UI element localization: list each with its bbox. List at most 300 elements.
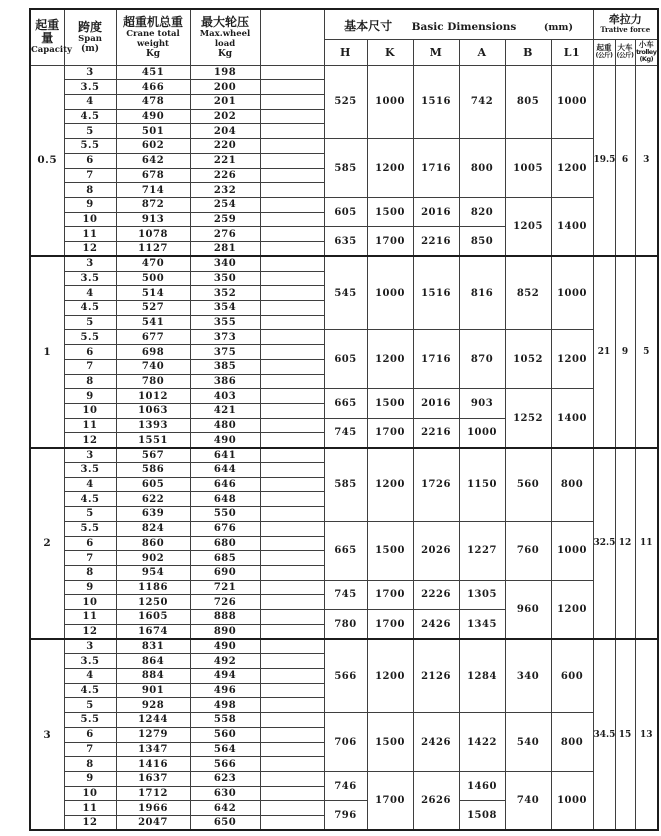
span-cell: 6	[64, 153, 116, 168]
max-wheel-load-cell: 566	[190, 757, 260, 772]
dim-cell-m: 2016	[413, 389, 459, 418]
trative-hoist-cell: 21	[593, 256, 615, 447]
crane-weight-cell: 451	[116, 65, 190, 80]
crane-weight-cell: 1416	[116, 757, 190, 772]
span-cell: 7	[64, 168, 116, 183]
crane-weight-cell: 1347	[116, 742, 190, 757]
blank-cell	[260, 389, 324, 404]
trative-bridge-zh: 大车	[617, 43, 633, 53]
crane-weight-cell: 901	[116, 683, 190, 698]
blank-cell	[260, 772, 324, 787]
dim-cell-h: 665	[324, 521, 367, 580]
crane-weight-cell: 1078	[116, 227, 190, 242]
blank-cell	[260, 816, 324, 831]
dim-cell-h: 585	[324, 139, 367, 198]
blank-cell	[260, 109, 324, 124]
span-cell: 8	[64, 757, 116, 772]
max-wheel-load-cell: 550	[190, 507, 260, 522]
span-cell: 4.5	[64, 492, 116, 507]
dim-cell-l1: 1400	[551, 389, 593, 448]
dim-cell-a: 816	[459, 256, 505, 330]
span-cell: 7	[64, 742, 116, 757]
span-cell: 5.5	[64, 713, 116, 728]
blank-cell	[260, 242, 324, 257]
span-cell: 6	[64, 536, 116, 551]
dim-cell-h: 745	[324, 418, 367, 447]
crane-weight-cell: 677	[116, 330, 190, 345]
dim-cell-a: 1000	[459, 418, 505, 447]
crane-weight-cell: 1012	[116, 389, 190, 404]
max-wheel-load-cell: 490	[190, 433, 260, 448]
max-wheel-load-cell: 386	[190, 374, 260, 389]
span-cell: 9	[64, 197, 116, 212]
span-cell: 12	[64, 433, 116, 448]
crane-weight-cell: 698	[116, 345, 190, 360]
dim-cell-a: 1460	[459, 772, 505, 801]
trative-bridge-cell: 12	[615, 448, 635, 639]
span-cell: 9	[64, 580, 116, 595]
max-wheel-load-cell: 276	[190, 227, 260, 242]
dim-cell-m: 1726	[413, 448, 459, 522]
span-cell: 10	[64, 404, 116, 419]
table-row	[30, 521, 658, 536]
table-row	[30, 389, 658, 404]
basic-dimensions-label-zh: 基本尺寸	[344, 18, 393, 33]
dim-cell-b: 760	[505, 521, 551, 580]
blank-cell	[260, 477, 324, 492]
dim-cell-b: 1052	[505, 330, 551, 389]
max-wheel-load-cell: 496	[190, 683, 260, 698]
crane-weight-cell: 860	[116, 536, 190, 551]
crane-weight-cell: 478	[116, 94, 190, 109]
crane-weight-cell: 500	[116, 271, 190, 286]
capacity-cell: 1	[30, 256, 64, 447]
max-wheel-load-cell: 232	[190, 183, 260, 198]
dim-cell-k: 1700	[367, 610, 413, 639]
crane-weight-cell: 884	[116, 668, 190, 683]
col-header-trative-hoist	[593, 39, 615, 65]
crane-specifications-table	[29, 8, 659, 831]
dim-cell-h: 635	[324, 227, 367, 256]
span-cell: 8	[64, 374, 116, 389]
dim-cell-l1: 1200	[551, 330, 593, 389]
crane-weight-cell: 605	[116, 477, 190, 492]
blank-cell	[260, 610, 324, 625]
crane-weight-cell: 678	[116, 168, 190, 183]
dim-cell-b: 340	[505, 639, 551, 713]
span-cell: 5	[64, 315, 116, 330]
dim-cell-m: 2426	[413, 610, 459, 639]
blank-cell	[260, 301, 324, 316]
dim-cell-l1: 1000	[551, 65, 593, 139]
max-wheel-load-unit: Kg	[217, 48, 233, 59]
span-cell: 3	[64, 65, 116, 80]
span-cell: 5.5	[64, 139, 116, 154]
dim-cell-m: 2216	[413, 227, 459, 256]
crane-weight-unit: Kg	[145, 48, 161, 59]
col-header-dim-a: A	[459, 39, 505, 65]
capacity-label-en: Capacity	[31, 45, 72, 56]
col-header-trative-bridge	[615, 39, 635, 65]
blank-cell	[260, 80, 324, 95]
dim-cell-k: 1700	[367, 418, 413, 447]
dim-cell-b: 540	[505, 713, 551, 772]
dim-cell-l1: 800	[551, 713, 593, 772]
col-header-capacity	[30, 9, 72, 65]
trative-trolley-cell: 11	[635, 448, 658, 639]
trative-hoist-cell: 32.5	[593, 448, 615, 639]
dim-cell-a: 850	[459, 227, 505, 256]
blank-cell	[260, 153, 324, 168]
span-cell: 9	[64, 389, 116, 404]
blank-cell	[260, 536, 324, 551]
max-wheel-load-cell: 375	[190, 345, 260, 360]
dim-cell-h: 745	[324, 580, 367, 609]
crane-weight-cell: 872	[116, 197, 190, 212]
blank-cell	[260, 330, 324, 345]
span-cell: 4	[64, 477, 116, 492]
span-cell: 5	[64, 124, 116, 139]
trative-trolley-unit: (Kg)	[639, 55, 654, 63]
dim-cell-k: 1500	[367, 713, 413, 772]
crane-weight-cell: 780	[116, 374, 190, 389]
col-header-dim-b: B	[505, 39, 551, 65]
table-row	[30, 772, 658, 787]
max-wheel-load-cell: 281	[190, 242, 260, 257]
crane-weight-label-zh: 超重机总重	[122, 14, 183, 29]
blank-cell	[260, 433, 324, 448]
span-cell: 3	[64, 448, 116, 463]
col-header-dim-m: M	[413, 39, 459, 65]
blank-cell	[260, 404, 324, 419]
span-cell: 4	[64, 668, 116, 683]
dim-cell-b: 1005	[505, 139, 551, 198]
max-wheel-load-cell: 642	[190, 801, 260, 816]
max-wheel-load-cell: 259	[190, 212, 260, 227]
blank-cell	[260, 374, 324, 389]
dim-cell-a: 1305	[459, 580, 505, 609]
dim-cell-k: 1500	[367, 197, 413, 226]
span-label-zh: 跨度	[77, 19, 102, 34]
max-wheel-load-cell: 623	[190, 772, 260, 787]
max-wheel-load-cell: 650	[190, 816, 260, 831]
blank-cell	[260, 786, 324, 801]
dim-cell-b: 960	[505, 580, 551, 639]
max-wheel-load-cell: 494	[190, 668, 260, 683]
max-wheel-load-cell: 200	[190, 80, 260, 95]
max-wheel-load-label-zh: 最大轮压	[200, 14, 249, 29]
trative-hoist-unit: (公斤)	[595, 51, 613, 60]
max-wheel-load-cell: 340	[190, 256, 260, 271]
dim-cell-a: 1345	[459, 610, 505, 639]
crane-weight-cell: 527	[116, 301, 190, 316]
dim-cell-l1: 1000	[551, 772, 593, 831]
dim-cell-a: 903	[459, 389, 505, 418]
crane-weight-cell: 501	[116, 124, 190, 139]
table-row	[30, 713, 658, 728]
max-wheel-load-cell: 480	[190, 418, 260, 433]
span-cell: 4	[64, 94, 116, 109]
dim-cell-h: 525	[324, 65, 367, 139]
blank-cell	[260, 315, 324, 330]
span-cell: 5	[64, 507, 116, 522]
capacity-cell: 3	[30, 639, 64, 830]
dim-cell-m: 1516	[413, 65, 459, 139]
max-wheel-load-cell: 385	[190, 359, 260, 374]
dim-cell-h: 706	[324, 713, 367, 772]
capacity-cell: 0.5	[30, 65, 64, 256]
dim-cell-k: 1500	[367, 389, 413, 418]
max-wheel-load-cell: 201	[190, 94, 260, 109]
span-cell: 11	[64, 418, 116, 433]
crane-weight-cell: 1637	[116, 772, 190, 787]
blank-cell	[260, 65, 324, 80]
dim-cell-a: 1284	[459, 639, 505, 713]
dim-cell-m: 1716	[413, 139, 459, 198]
blank-cell	[260, 624, 324, 639]
table-row	[30, 65, 658, 80]
trative-bridge-cell: 6	[615, 65, 635, 256]
crane-weight-cell: 1279	[116, 727, 190, 742]
dim-cell-k: 1700	[367, 580, 413, 609]
crane-weight-cell: 740	[116, 359, 190, 374]
dim-cell-a: 800	[459, 139, 505, 198]
dim-cell-k: 1700	[367, 772, 413, 831]
dim-cell-k: 1500	[367, 521, 413, 580]
trative-force-label-zh: 牵拉力	[608, 13, 642, 27]
blank-cell	[260, 227, 324, 242]
dim-cell-l1: 1200	[551, 139, 593, 198]
max-wheel-load-cell: 690	[190, 565, 260, 580]
crane-weight-cell: 470	[116, 256, 190, 271]
crane-weight-cell: 831	[116, 639, 190, 654]
max-wheel-load-cell: 726	[190, 595, 260, 610]
table-row	[30, 580, 658, 595]
span-cell: 5	[64, 698, 116, 713]
dim-cell-k: 1200	[367, 330, 413, 389]
span-cell: 10	[64, 595, 116, 610]
span-cell: 5.5	[64, 521, 116, 536]
max-wheel-load-cell: 254	[190, 197, 260, 212]
blank-cell	[260, 492, 324, 507]
trative-bridge-cell: 9	[615, 256, 635, 447]
max-wheel-load-cell: 226	[190, 168, 260, 183]
crane-weight-cell: 567	[116, 448, 190, 463]
max-wheel-load-cell: 490	[190, 639, 260, 654]
capacity-cell: 2	[30, 448, 64, 639]
table-row	[30, 330, 658, 345]
dim-cell-k: 1200	[367, 448, 413, 522]
crane-weight-cell: 1250	[116, 595, 190, 610]
table-header	[30, 9, 658, 65]
dim-cell-m: 1716	[413, 330, 459, 389]
crane-weight-cell: 1605	[116, 610, 190, 625]
span-cell: 3.5	[64, 462, 116, 477]
blank-cell	[260, 212, 324, 227]
max-wheel-load-cell: 890	[190, 624, 260, 639]
trative-trolley-en: trolley	[636, 47, 657, 56]
crane-weight-cell: 642	[116, 153, 190, 168]
span-cell: 12	[64, 624, 116, 639]
trative-trolley-cell: 5	[635, 256, 658, 447]
blank-cell	[260, 801, 324, 816]
span-cell: 5.5	[64, 330, 116, 345]
crane-weight-cell: 1674	[116, 624, 190, 639]
crane-weight-cell: 541	[116, 315, 190, 330]
span-label-en: Span	[78, 33, 102, 44]
span-cell: 11	[64, 801, 116, 816]
max-wheel-load-cell: 355	[190, 315, 260, 330]
dim-cell-k: 1000	[367, 256, 413, 330]
span-cell: 4.5	[64, 301, 116, 316]
crane-weight-label-en: Crane total weight	[126, 28, 180, 49]
max-wheel-load-cell: 564	[190, 742, 260, 757]
dim-cell-a: 1150	[459, 448, 505, 522]
max-wheel-load-cell: 354	[190, 301, 260, 316]
crane-weight-cell: 1966	[116, 801, 190, 816]
dim-cell-m: 2216	[413, 418, 459, 447]
max-wheel-load-cell: 680	[190, 536, 260, 551]
span-cell: 3	[64, 256, 116, 271]
crane-weight-cell: 928	[116, 698, 190, 713]
dim-cell-h: 605	[324, 197, 367, 226]
col-header-trative-force	[593, 9, 658, 39]
dim-cell-a: 870	[459, 330, 505, 389]
trative-force-label-en: Trative force	[600, 25, 651, 35]
dim-cell-b: 805	[505, 65, 551, 139]
blank-cell	[260, 286, 324, 301]
max-wheel-load-cell: 350	[190, 271, 260, 286]
trative-bridge-unit: (公斤)	[616, 51, 634, 60]
crane-weight-cell: 1186	[116, 580, 190, 595]
blank-cell	[260, 448, 324, 463]
span-cell: 10	[64, 212, 116, 227]
span-cell: 9	[64, 772, 116, 787]
dim-cell-a: 1227	[459, 521, 505, 580]
blank-cell	[260, 345, 324, 360]
span-cell: 6	[64, 345, 116, 360]
max-wheel-load-cell: 421	[190, 404, 260, 419]
dim-cell-a: 1508	[459, 801, 505, 830]
max-wheel-load-cell: 560	[190, 727, 260, 742]
blank-cell	[260, 565, 324, 580]
crane-weight-cell: 714	[116, 183, 190, 198]
max-wheel-load-cell: 221	[190, 153, 260, 168]
trative-bridge-cell: 15	[615, 639, 635, 830]
max-wheel-load-cell: 373	[190, 330, 260, 345]
max-wheel-load-cell: 641	[190, 448, 260, 463]
blank-cell	[260, 183, 324, 198]
blank-cell	[260, 168, 324, 183]
dim-cell-k: 1000	[367, 65, 413, 139]
max-wheel-load-cell: 888	[190, 610, 260, 625]
blank-cell	[260, 507, 324, 522]
trative-hoist-cell: 34.5	[593, 639, 615, 830]
blank-cell	[260, 742, 324, 757]
span-cell: 4	[64, 286, 116, 301]
max-wheel-load-cell: 198	[190, 65, 260, 80]
col-header-basic-dimensions	[324, 9, 593, 39]
dim-cell-b: 852	[505, 256, 551, 330]
table-row	[30, 197, 658, 212]
max-wheel-load-cell: 352	[190, 286, 260, 301]
col-header-dim-h: H	[324, 39, 367, 65]
span-cell: 10	[64, 786, 116, 801]
blank-cell	[260, 683, 324, 698]
max-wheel-load-cell: 648	[190, 492, 260, 507]
table-body	[30, 65, 658, 830]
dim-cell-h: 665	[324, 389, 367, 418]
col-header-crane-weight	[116, 9, 190, 65]
dim-cell-b: 740	[505, 772, 551, 831]
blank-cell	[260, 668, 324, 683]
blank-cell	[260, 418, 324, 433]
col-header-trative-trolley	[635, 39, 658, 65]
dim-cell-h: 545	[324, 256, 367, 330]
crane-weight-cell: 902	[116, 551, 190, 566]
crane-weight-cell: 1063	[116, 404, 190, 419]
blank-column-header	[260, 9, 324, 65]
crane-weight-cell: 602	[116, 139, 190, 154]
dim-cell-h: 585	[324, 448, 367, 522]
span-cell: 12	[64, 816, 116, 831]
max-wheel-load-cell: 202	[190, 109, 260, 124]
table-row	[30, 139, 658, 154]
crane-weight-cell: 466	[116, 80, 190, 95]
span-cell: 8	[64, 183, 116, 198]
span-cell: 12	[64, 242, 116, 257]
crane-weight-cell: 1127	[116, 242, 190, 257]
basic-dimensions-label-en: Basic Dimensions	[411, 20, 517, 33]
crane-weight-cell: 954	[116, 565, 190, 580]
crane-weight-cell: 1393	[116, 418, 190, 433]
span-cell: 3.5	[64, 271, 116, 286]
dim-cell-h: 780	[324, 610, 367, 639]
trative-trolley-zh: 小车	[638, 39, 654, 49]
span-cell: 3.5	[64, 80, 116, 95]
blank-cell	[260, 727, 324, 742]
max-wheel-load-cell: 403	[190, 389, 260, 404]
dim-cell-b: 1205	[505, 197, 551, 256]
blank-cell	[260, 580, 324, 595]
crane-weight-cell: 1244	[116, 713, 190, 728]
max-wheel-load-cell: 498	[190, 698, 260, 713]
dim-cell-k: 1200	[367, 639, 413, 713]
dim-cell-b: 560	[505, 448, 551, 522]
blank-cell	[260, 551, 324, 566]
trative-trolley-cell: 13	[635, 639, 658, 830]
blank-cell	[260, 94, 324, 109]
table-row	[30, 448, 658, 463]
crane-weight-cell: 2047	[116, 816, 190, 831]
span-cell: 8	[64, 565, 116, 580]
span-cell: 4.5	[64, 683, 116, 698]
blank-cell	[260, 639, 324, 654]
crane-weight-cell: 586	[116, 462, 190, 477]
span-cell: 7	[64, 551, 116, 566]
dim-cell-m: 1516	[413, 256, 459, 330]
blank-cell	[260, 698, 324, 713]
blank-cell	[260, 713, 324, 728]
col-header-span	[64, 9, 116, 65]
dim-cell-l1: 1000	[551, 521, 593, 580]
blank-cell	[260, 256, 324, 271]
dim-cell-h: 566	[324, 639, 367, 713]
dim-cell-k: 1200	[367, 139, 413, 198]
blank-cell	[260, 139, 324, 154]
dim-cell-h: 746	[324, 772, 367, 801]
dim-cell-m: 2016	[413, 197, 459, 226]
